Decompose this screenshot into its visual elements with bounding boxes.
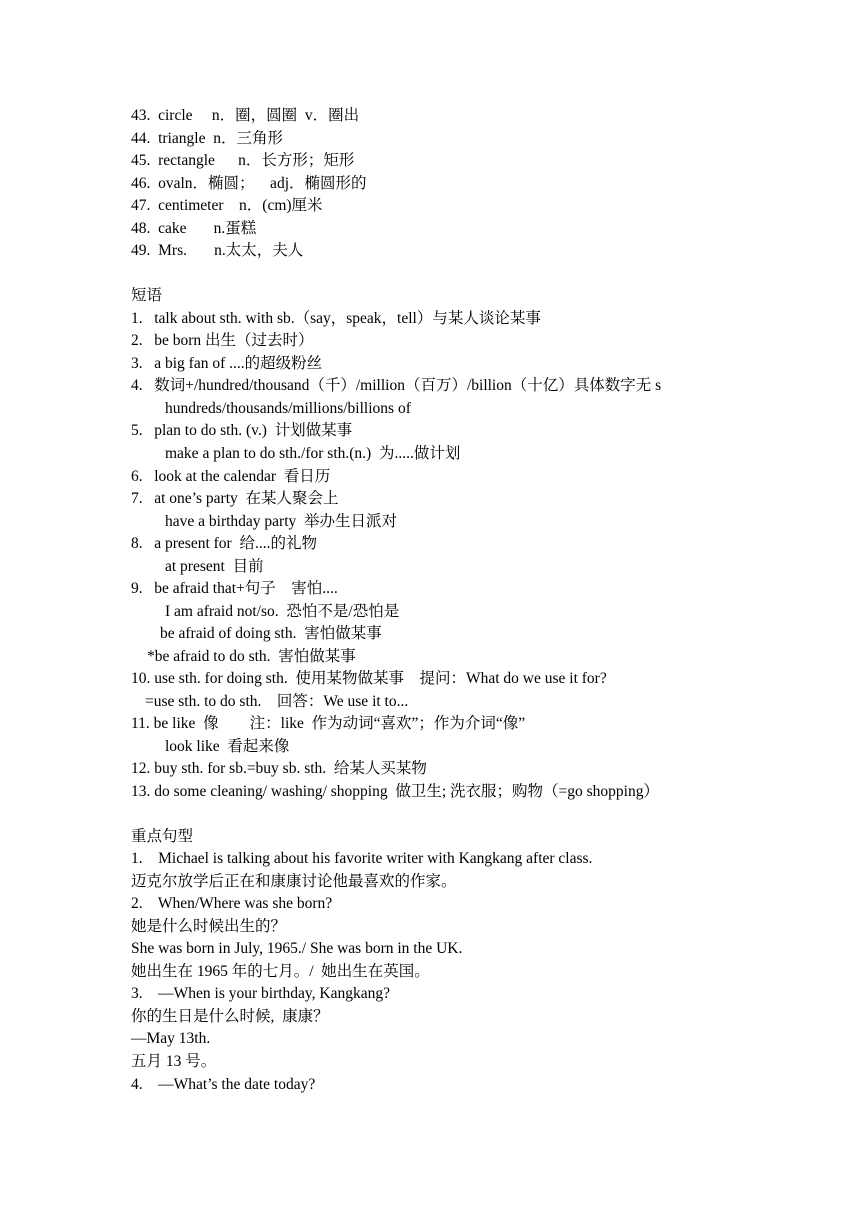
sentence-translation: 五月 13 号。 [131, 1053, 217, 1070]
phrase-line: 13. do some cleaning/ washing/ shopping 做卫生; 洗衣服；购物（=go shopping） [131, 783, 659, 800]
phrase-subline: *be afraid to do sth. 害怕做某事 [147, 648, 356, 665]
sentence-translation: 她是什么时候出生的？ [131, 918, 287, 935]
vocab-item-45: 45. rectangle n．长方形；矩形 [131, 152, 355, 169]
phrase-subline: I am afraid not/so. 恐怕不是/恐怕是 [165, 603, 400, 620]
sentence-line: 1. Michael is talking about his favorite writer with Kangkang after class. [131, 850, 593, 867]
phrase-subline: make a plan to do sth./for sth.(n.) 为.....做计划 [165, 445, 461, 462]
sentence-translation: 迈克尔放学后正在和康康讨论他最喜欢的作家。 [131, 873, 457, 890]
phrase-line: 10. use sth. for doing sth. 使用某物做某事 提问：What do we use it for? [131, 670, 607, 687]
phrase-subline: =use sth. to do sth. 回答：We use it to... [145, 693, 409, 710]
phrase-line: 2. be born 出生（过去时） [131, 332, 314, 349]
phrase-line: 11. be like 像 注：like 作为动词“喜欢”；作为介词“像” [131, 715, 526, 732]
phrase-subline: be afraid of doing sth. 害怕做某事 [160, 625, 382, 642]
vocab-item-49: 49. Mrs. n.太太，夫人 [131, 242, 304, 259]
phrase-line: 8. a present for 给....的礼物 [131, 535, 317, 552]
phrase-subline: look like 看起来像 [165, 738, 290, 755]
phrase-line: 1. talk about sth. with sb.（say，speak，tell）与某人谈论某事 [131, 310, 541, 327]
phrase-line: 3. a big fan of ....的超级粉丝 [131, 355, 323, 372]
phrases-heading: 短语 [131, 287, 163, 304]
phrase-subline: at present 目前 [165, 558, 264, 575]
phrase-line: 4. 数词+/hundred/thousand（千）/million（百万）/billion（十亿）具体数字无 s [131, 377, 662, 394]
phrase-line: 6. look at the calendar 看日历 [131, 468, 331, 485]
sentences-heading: 重点句型 [131, 828, 194, 845]
sentence-line: She was born in July, 1965./ She was born in the UK. [131, 940, 463, 957]
phrase-line: 9. be afraid that+句子 害怕.... [131, 580, 338, 597]
phrase-line: 5. plan to do sth. (v.) 计划做某事 [131, 422, 353, 439]
sentence-line: 2. When/Where was she born? [131, 895, 333, 912]
phrase-subline: hundreds/thousands/millions/billions of [165, 400, 411, 417]
phrase-subline: have a birthday party 举办生日派对 [165, 513, 398, 530]
sentence-line: 4. —What’s the date today? [131, 1076, 316, 1093]
phrase-line: 7. at one’s party 在某人聚会上 [131, 490, 339, 507]
vocab-item-44: 44. triangle n．三角形 [131, 130, 283, 147]
sentence-line: 3. —When is your birthday, Kangkang? [131, 985, 390, 1002]
sentence-translation: 你的生日是什么时候, 康康？ [131, 1008, 329, 1025]
sentence-line: —May 13th. [131, 1030, 211, 1047]
vocab-item-47: 47. centimeter n．(cm)厘米 [131, 197, 323, 214]
vocab-item-46: 46. ovaln．椭圆； adj．椭圆形的 [131, 175, 367, 192]
vocab-item-43: 43. circle n．圈，圆圈 v．圈出 [131, 107, 360, 124]
sentence-translation: 她出生在 1965 年的七月。/ 她出生在英国。 [131, 963, 430, 980]
phrase-line: 12. buy sth. for sb.=buy sb. sth. 给某人买某物 [131, 760, 427, 777]
vocab-item-48: 48. cake n.蛋糕 [131, 220, 257, 237]
